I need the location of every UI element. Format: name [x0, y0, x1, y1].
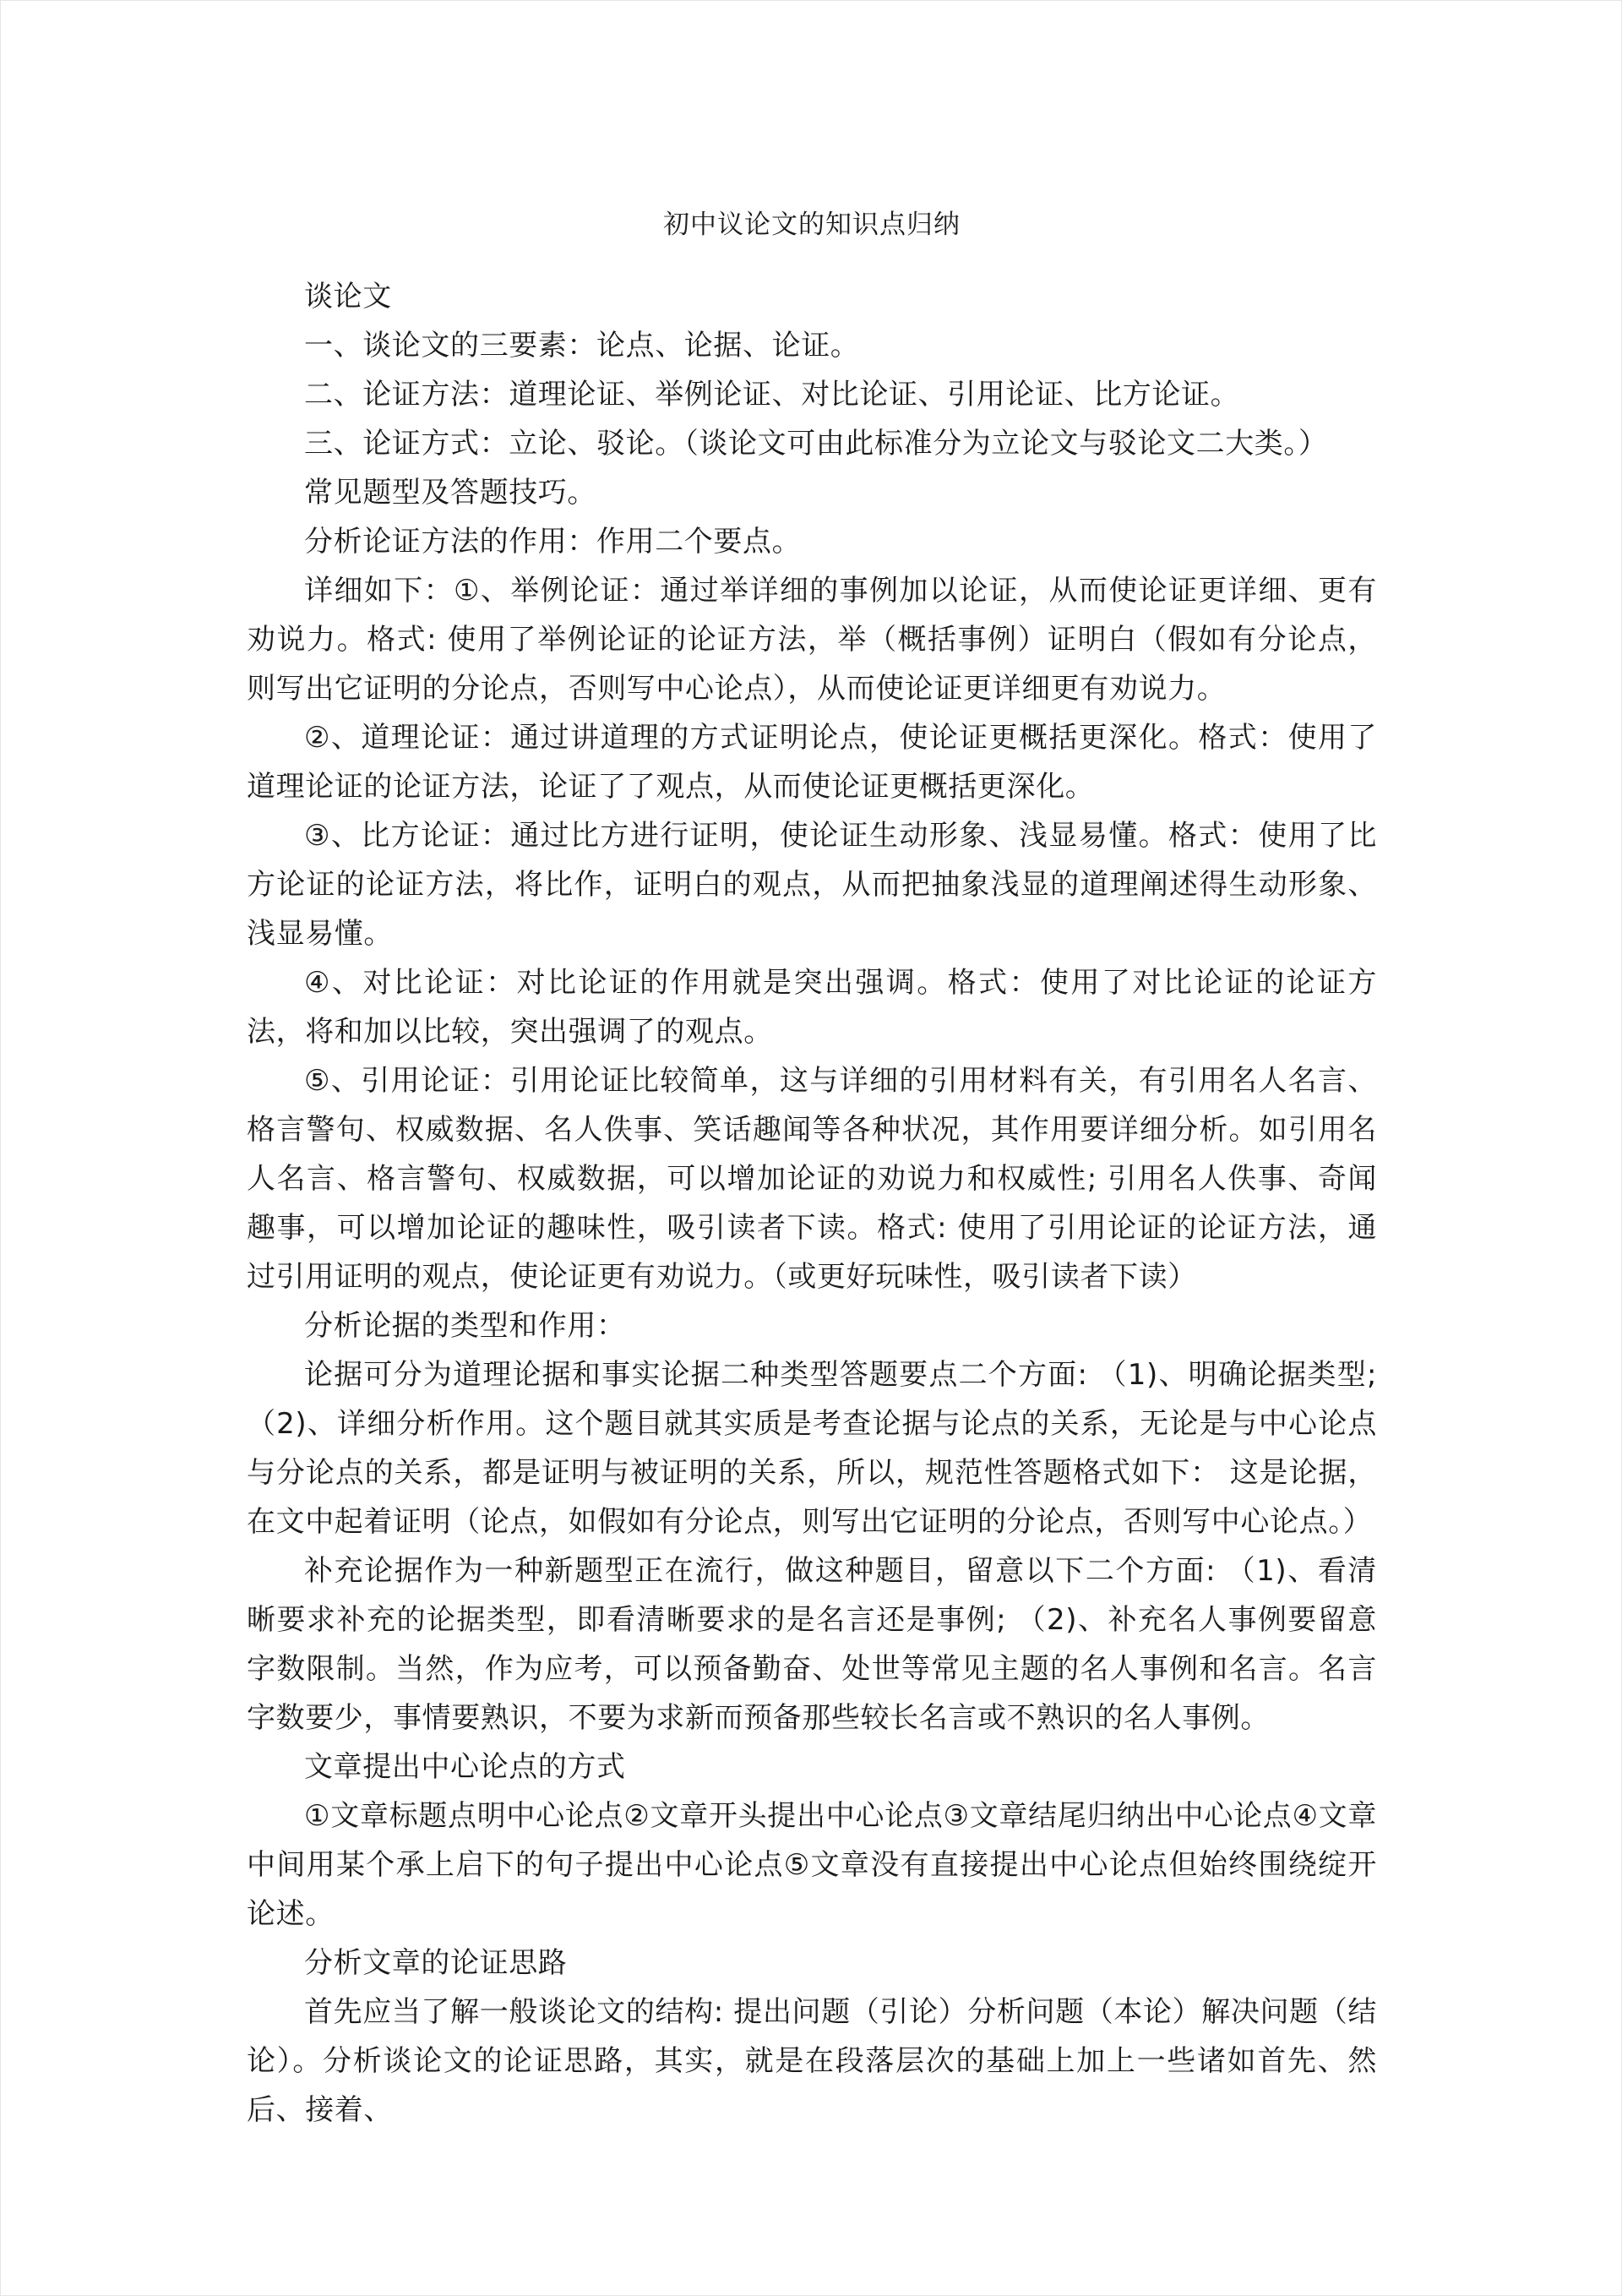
section-heading: 谈论文 — [304, 280, 392, 314]
paragraph: ②、道理论证：通过讲道理的方式证明论点，使论证更概括更深化。格式：使用了道理论证的论证方法，论证了了观点，从而使论证更概括更深化。 — [247, 721, 1377, 804]
paragraph: 详细如下：①、举例论证：通过举详细的事例加以论证，从而使论证更详细、更有劝说力。格式: 使用了举例论证的论证方法，举（概括事例）证明白（假如有分论点，则写出它证明的分论点，否则写中心论点），从而使论证更详细更有劝说力。 — [247, 574, 1377, 706]
paragraph: 论据可分为道理论据和事实论据二种类型答题要点二个方面: （1)、明确论据类型; （2)、详细分析作用。这个题目就其实质是考查论据与论点的关系，无论是与中心论点与分论点的关系，都是证明与被证明的关系，所以，规范性答题格式如下： 这是论据，在文中起着证明（论点，如假如有分论点，则写出它证明的分论点，否则写中心论点。） — [247, 1358, 1377, 1539]
document-title: 初中议论文的知识点归纳 — [663, 210, 961, 240]
paragraph: 补充论据作为一种新题型正在流行，做这种题目，留意以下二个方面: （1)、看清晰要求补充的论据类型，即看清晰要求的是名言还是事例; （2)、补充名人事例要留意字数限制。当然，作为应考，可以预备勤奋、处世等常见主题的名人事例和名言。名言字数要少，事情要熟识，不要为求新而预备那些较长名言或不熟识的名人事例。 — [247, 1554, 1377, 1735]
paragraph: 二、论证方法：道理论证、举例论证、对比论证、引用论证、比方论证。 — [304, 378, 1240, 412]
section-heading: 分析论据的类型和作用： — [304, 1309, 626, 1343]
paragraph: 三、论证方式：立论、驳论。（谈论文可由此标准分为立论文与驳论文二大类。） — [304, 427, 1328, 461]
paragraph: ①文章标题点明中心论点②文章开头提出中心论点③文章结尾归纳出中心论点④文章中间用某个承上启下的句子提出中心论点⑤文章没有直接提出中心论点但始终围绕绽开论述。 — [247, 1799, 1377, 1931]
section-heading: 分析文章的论证思路 — [304, 1946, 568, 1980]
paragraph: ⑤、引用论证：引用论证比较简单，这与详细的引用材料有关，有引用名人名言、格言警句、权威数据、名人佚事、笑话趣闻等各种状况，其作用要详细分析。如引用名人名言、格言警句、权威数据，可以增加论证的劝说力和权威性; 引用名人佚事、奇闻趣事，可以增加论证的趣味性，吸引读者下读。格式: 使用了引用论证的论证方法，通过引用证明的观点，使论证更有劝说力。（或更好玩味性，吸引读者下读） — [247, 1064, 1377, 1294]
section-heading: 常见题型及答题技巧。 — [304, 476, 596, 510]
document-body — [247, 272, 1377, 2135]
paragraph: 一、谈论文的三要素：论点、论据、论证。 — [304, 329, 860, 363]
section-heading: 文章提出中心论点的方式 — [304, 1750, 626, 1784]
paragraph: ④、对比论证：对比论证的作用就是突出强调。格式：使用了对比论证的论证方法，将和加以比较，突出强调了的观点。 — [247, 966, 1377, 1049]
paragraph: ③、比方论证：通过比方进行证明，使论证生动形象、浅显易懂。格式：使用了比方论证的论证方法，将比作，证明白的观点，从而把抽象浅显的道理阐述得生动形象、浅显易懂。 — [247, 819, 1377, 951]
paragraph: 首先应当了解一般谈论文的结构: 提出问题（引论）分析问题（本论）解决问题（结论）。分析谈论文的论证思路，其实，就是在段落层次的基础上加上一些诸如首先、然后、接着、 — [247, 1995, 1377, 2127]
section-heading: 分析论证方法的作用：作用二个要点。 — [304, 525, 802, 559]
